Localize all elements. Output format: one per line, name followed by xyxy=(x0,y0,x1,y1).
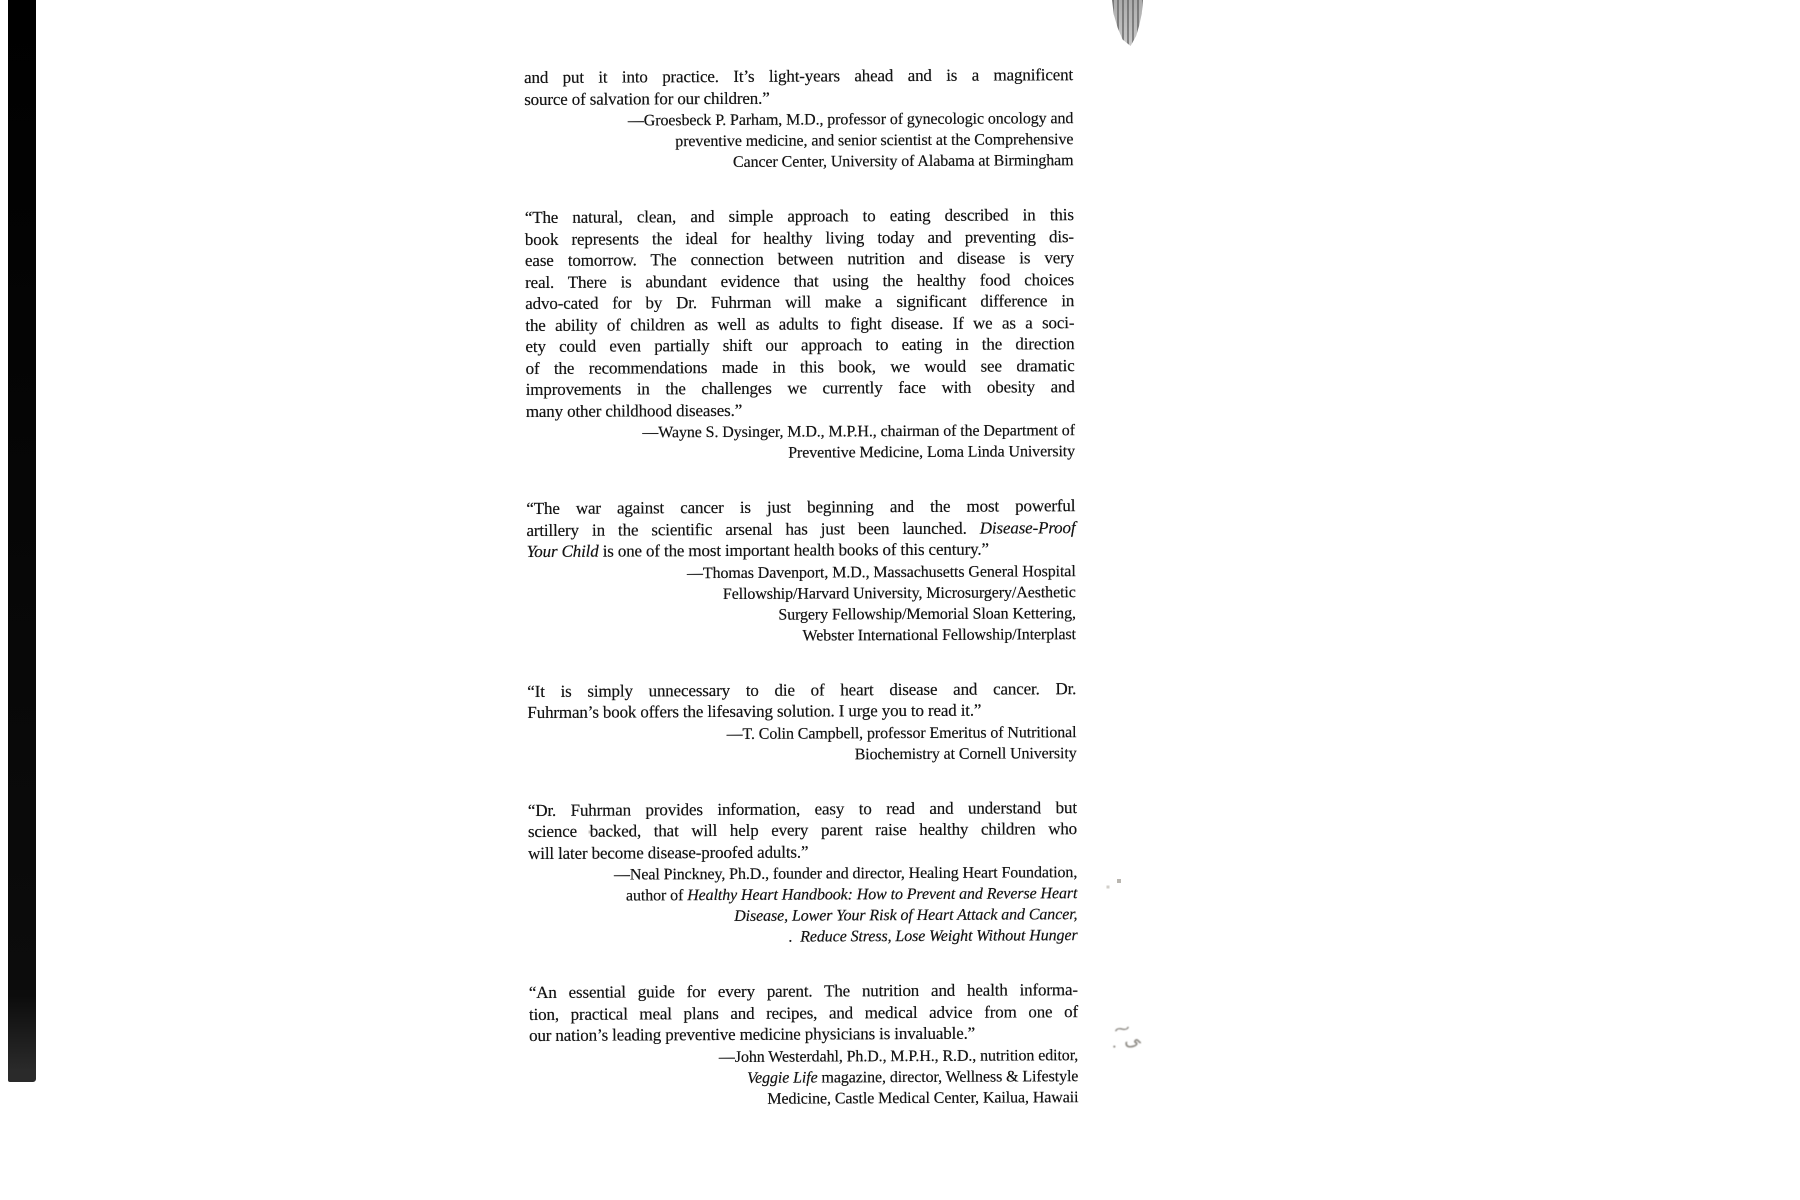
text-segment: Cancer Center, University of Alabama at Birmingham xyxy=(732,152,1074,171)
text-segment: improvements in the challenges we currently face with obesity and xyxy=(525,377,1075,399)
quote-line xyxy=(527,678,1076,702)
endorsement-blurb xyxy=(529,979,1079,1110)
attribution xyxy=(526,420,1075,465)
text-segment: —Neal Pinckney, Ph.D., founder and director, Healing Heart Foundation, xyxy=(613,864,1078,884)
quote-line xyxy=(526,495,1075,519)
text-segment: Medicine, Castle Medical Center, Kailua, Hawaii xyxy=(767,1088,1079,1108)
attribution-line xyxy=(528,883,1077,907)
text-segment: will later become disease-proofed adults.” xyxy=(528,842,809,863)
attribution-line xyxy=(527,603,1076,627)
text-segment: “Dr. Fuhrman provides information, easy to read and understand but xyxy=(527,797,1077,820)
scan-top-right-smudge xyxy=(1112,0,1143,46)
text-segment: author of xyxy=(625,887,688,905)
attribution-line xyxy=(527,624,1076,648)
text-segment: our nation’s leading preventive medicine physicians is invaluable.” xyxy=(529,1023,976,1045)
quote-line xyxy=(529,979,1078,1003)
text-segment: book represents the ideal for healthy living today and preventing dis- xyxy=(524,226,1074,249)
attribution-line xyxy=(524,150,1073,174)
attribution-line xyxy=(526,420,1075,444)
quote-text xyxy=(526,495,1075,562)
quote-line xyxy=(525,226,1074,250)
text-segment: source of salvation for our children.” xyxy=(524,88,770,109)
quote-line xyxy=(524,64,1073,88)
text-segment: “The war against cancer is just beginning and the most powerful xyxy=(526,496,1076,518)
quote-line xyxy=(526,517,1075,541)
quote-text xyxy=(524,64,1073,110)
quote-line xyxy=(525,269,1074,293)
italic-text-segment: Reduce Stress, Lose Weight Without Hunger xyxy=(800,927,1078,946)
text-segment: real. There is abundant evidence that using the healthy food choices xyxy=(525,269,1075,292)
quote-line xyxy=(528,840,1077,864)
quote-line xyxy=(526,398,1075,422)
text-segment: preventive medicine, and senior scientist at the Comprehensive xyxy=(675,131,1074,151)
text-segment: ease tomorrow. The connection between nutrition and disease is very xyxy=(524,248,1075,270)
attribution-line xyxy=(527,722,1076,746)
endorsement-blurb xyxy=(525,204,1075,465)
quote-text xyxy=(529,979,1078,1046)
endorsement-blurb xyxy=(526,495,1076,647)
text-segment: magazine, director, Wellness & Lifestyle xyxy=(817,1067,1079,1086)
quote-line xyxy=(525,312,1074,336)
scan-specks xyxy=(0,0,2,2)
text-segment: Fuhrman’s book offers the lifesaving solution. I urge you to read it.” xyxy=(527,700,982,722)
quote-line xyxy=(525,247,1074,271)
text-segment: many other childhood diseases.” xyxy=(525,400,743,421)
attribution-line xyxy=(529,1087,1078,1111)
italic-text-segment: Your Child xyxy=(526,541,599,561)
attribution xyxy=(528,862,1077,949)
text-segment: —Groesbeck P. Parham, M.D., professor of gynecologic oncology and xyxy=(627,110,1074,130)
attribution-line xyxy=(527,561,1076,585)
attribution-line xyxy=(524,108,1073,132)
attribution-line xyxy=(526,441,1075,465)
scan-left-black-bar xyxy=(8,0,36,1082)
text-segment: —Wayne S. Dysinger, M.D., M.P.H., chairman of the Department of xyxy=(642,422,1075,442)
quote-line xyxy=(526,355,1075,379)
quote-line xyxy=(528,797,1077,821)
text-segment: ety could even partially shift our approach to eating in the direction xyxy=(525,334,1075,356)
attribution-line xyxy=(528,862,1077,886)
attribution-line xyxy=(527,582,1076,606)
text-segment: and put it into practice. It’s light-years ahead and is a magnificent xyxy=(524,65,1074,87)
quote-line xyxy=(525,290,1074,314)
attribution xyxy=(529,1045,1078,1111)
attribution xyxy=(527,722,1076,767)
quote-text xyxy=(525,204,1075,422)
italic-text-segment: Disease-Proof xyxy=(979,517,1076,538)
text-segment: science backed, that will help every parent raise healthy children who xyxy=(527,819,1078,841)
text-segment: is one of the most important health books of this century.” xyxy=(598,539,989,561)
quote-line xyxy=(529,1022,1078,1046)
quote-line xyxy=(525,333,1074,357)
endorsement-blurb xyxy=(524,64,1074,174)
text-segment: Webster International Fellowship/Interplast xyxy=(802,625,1077,645)
text-segment: —Thomas Davenport, M.D., Massachusetts General Hospital xyxy=(686,562,1076,582)
text-segment: “The natural, clean, and simple approach to eating described in this xyxy=(524,205,1074,227)
scan-bottom-right-mark: ﹒ﻰ͠ xyxy=(1101,1024,1142,1054)
quote-line xyxy=(528,818,1077,842)
quote-text xyxy=(527,678,1076,724)
quote-line xyxy=(526,538,1075,562)
attribution-line xyxy=(529,1066,1078,1090)
attribution-line xyxy=(528,743,1077,767)
quote-text xyxy=(528,797,1077,864)
text-segment: advo-cated for by Dr. Fuhrman will make a significant difference in xyxy=(525,291,1075,313)
text-segment: —T. Colin Campbell, professor Emeritus of Nutritional xyxy=(726,723,1077,743)
attribution-line xyxy=(529,925,1078,949)
text-segment: Biochemistry at Cornell University xyxy=(854,744,1077,763)
italic-text-segment: Healthy Heart Handbook: How to Prevent and Reverse Heart xyxy=(687,885,1078,905)
quote-line xyxy=(525,204,1074,228)
text-segment: —John Westerdahl, Ph.D., M.P.H., R.D., nutrition editor, xyxy=(718,1046,1079,1066)
italic-text-segment: Disease, Lower Your Risk of Heart Attack and Cancer, xyxy=(734,906,1078,925)
text-segment: artillery in the scientific arsenal has just been launched. xyxy=(526,518,980,540)
attribution-line xyxy=(529,1045,1078,1069)
quote-line xyxy=(529,1001,1078,1025)
text-segment: “An essential guide for every parent. The nutrition and health informa- xyxy=(528,980,1078,1002)
text-segment: of the recommendations made in this book, we would see dramatic xyxy=(525,355,1075,378)
endorsement-blurb xyxy=(527,678,1076,767)
text-segment: Surgery Fellowship/Memorial Sloan Kettering, xyxy=(778,604,1076,624)
quote-line xyxy=(526,376,1075,400)
quote-line xyxy=(527,699,1076,723)
quote-line xyxy=(524,86,1073,110)
praise-quotes-column xyxy=(524,64,1079,1143)
attribution-line xyxy=(524,129,1073,153)
text-segment: Fellowship/Harvard University, Microsurgery/Aesthetic xyxy=(722,583,1076,603)
text-segment: the ability of children as well as adults to fight disease. If we as a soci- xyxy=(525,312,1075,335)
text-segment: . xyxy=(788,928,801,946)
italic-text-segment: Veggie Life xyxy=(747,1068,818,1087)
attribution xyxy=(527,561,1076,648)
attribution xyxy=(524,108,1073,174)
text-segment: tion, practical meal plans and recipes, and medical advice from one of xyxy=(528,1001,1079,1024)
text-segment: “It is simply unnecessary to die of heart disease and cancer. Dr. xyxy=(527,678,1077,701)
text-segment: Preventive Medicine, Loma Linda University xyxy=(788,443,1076,462)
endorsement-blurb xyxy=(528,797,1078,949)
attribution-line xyxy=(528,904,1077,928)
